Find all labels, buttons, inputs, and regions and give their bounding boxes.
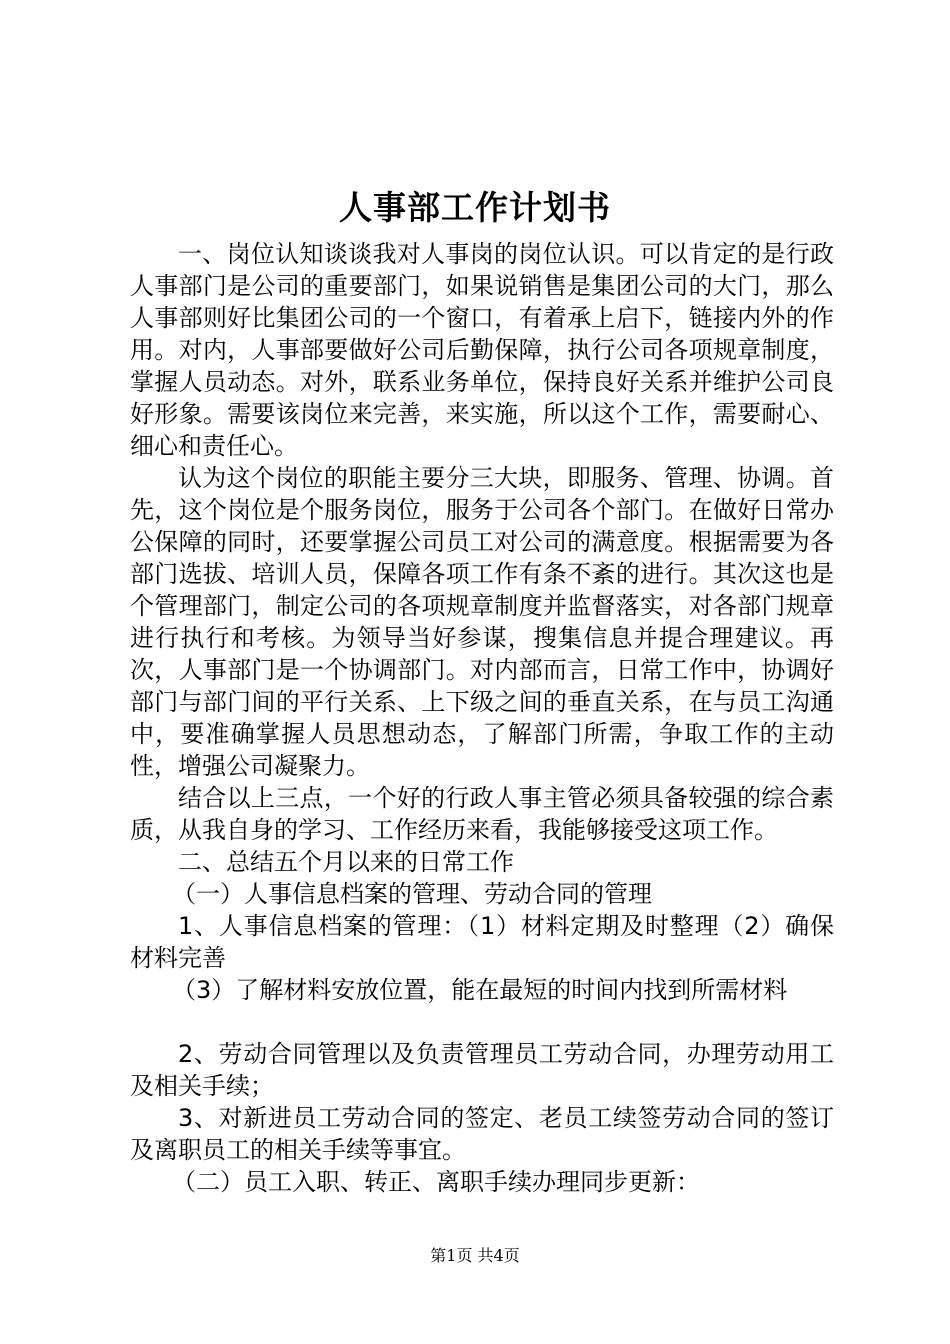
- section-heading-daily-work: 二、总结五个月以来的日常工作: [178, 848, 514, 876]
- document-body: [130, 238, 834, 1198]
- paragraph-job-functions: 认为这个岗位的职能主要分三大块，即服务、管理、协调。首先，这个岗位是个服务岗位，服务于公司各个部门。在做好日常办公保障的同时，还要掌握公司员工对公司的满意度。根据需要为各部门选拔、培训人员，保障各项工作有条不紊的进行。其次这也是个管理部门，制定公司的各项规章制度并监督落实，对各部门规章进行执行和考核。为领导当好参谋，搜集信息并提合理建议。再次，人事部门是一个协调部门。对内部而言，日常工作中，协调好部门与部门间的平行关系、上下级之间的垂直关系，在与员工沟通中，要准确掌握人员思想动态，了解部门所需，争取工作的主动性，增强公司凝聚力。: [130, 464, 834, 780]
- paragraph-summary: 结合以上三点，一个好的行政人事主管必须具备较强的综合素质，从我自身的学习、工作经历来看，我能够接受这项工作。: [130, 784, 834, 844]
- paragraph-job-cognition: 一、岗位认知谈谈我对人事岗的岗位认识。可以肯定的是行政人事部门是公司的重要部门，如果说销售是集团公司的大门，那么人事部则好比集团公司的一个窗口，有着承上启下，链接内外的作用。对内，人事部要做好公司后勤保障，执行公司各项规章制度，掌握人员动态。对外，联系业务单位，保持良好关系并维护公司良好形象。需要该岗位来完善，来实施，所以这个工作，需要耐心、细心和责任心。: [130, 240, 834, 460]
- list-item-archive-management: 1、人事信息档案的管理：（1）材料定期及时整理（2）确保材料完善: [130, 912, 834, 972]
- page-number-footer: 第1页 共4页: [430, 1246, 520, 1265]
- subsection-heading-onboarding: （二）员工入职、转正、离职手续办理同步更新：: [172, 1168, 700, 1196]
- subsection-heading-archives: （一）人事信息档案的管理、劳动合同的管理: [172, 880, 652, 908]
- document-title: 人事部工作计划书: [339, 188, 611, 227]
- list-item-labor-contract: 2、劳动合同管理以及负责管理员工劳动合同，办理劳动用工及相关手续；: [130, 1040, 834, 1100]
- list-item-archive-location: （3）了解材料安放位置，能在最短的时间内找到所需材料: [172, 976, 788, 1004]
- list-item-contract-signing: 3、对新进员工劳动合同的签定、老员工续签劳动合同的签订及离职员工的相关手续等事宜。: [130, 1104, 834, 1164]
- blank-line: [130, 1006, 834, 1038]
